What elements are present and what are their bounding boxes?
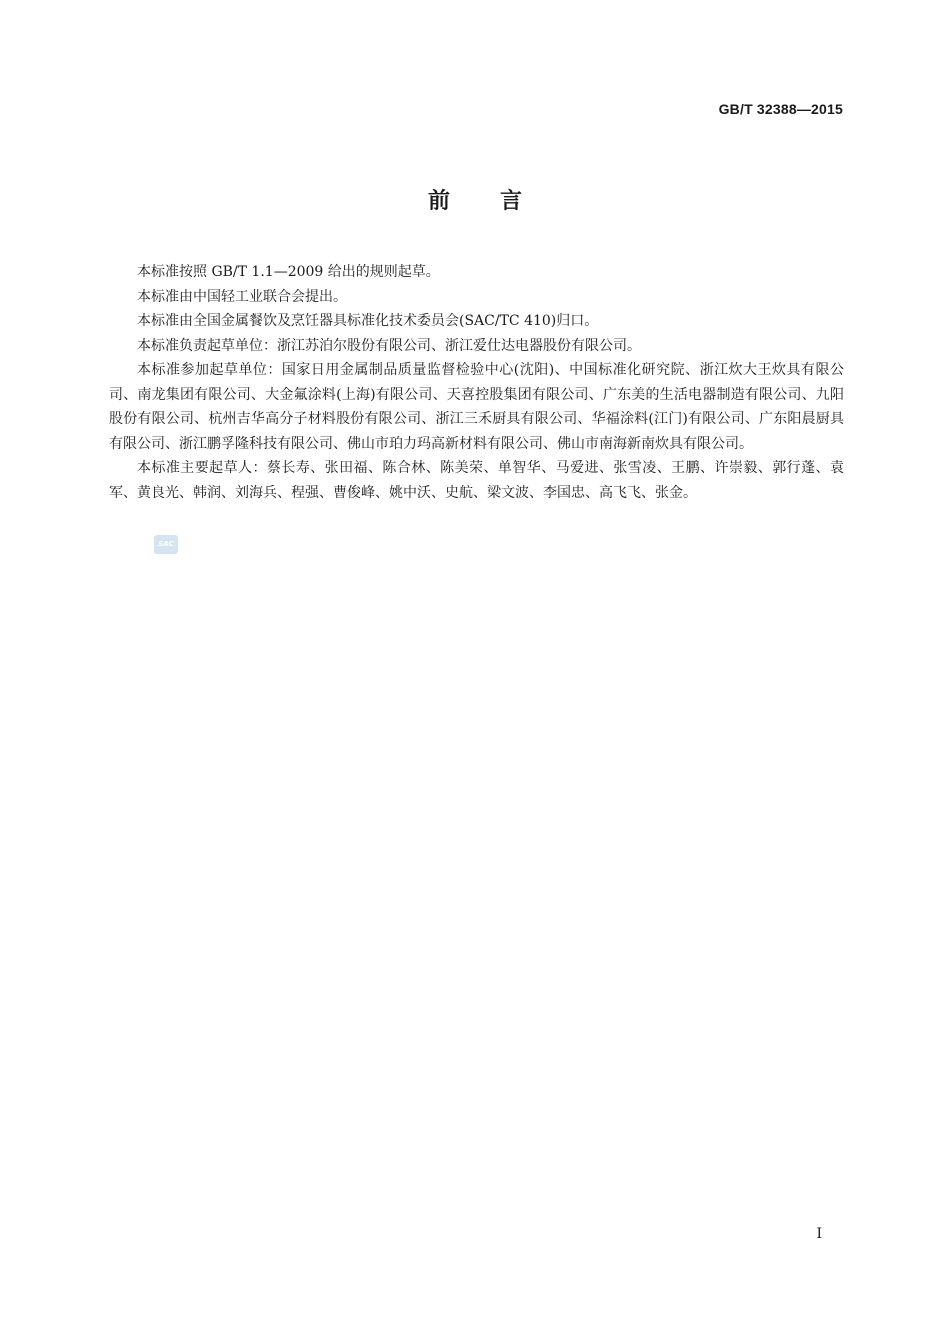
paragraph-responsible-drafters: 本标准负责起草单位：浙江苏泊尔股份有限公司、浙江爱仕达电器股份有限公司。 [137, 337, 641, 354]
paragraph-drafting-rules: 本标准按照 GB/T 1.1—2009 给出的规则起草。 [137, 264, 440, 280]
standard-number: GB/T 32388—2015 [718, 101, 843, 117]
paragraph-proposed-by: 本标准由中国轻工业联合会提出。 [137, 288, 347, 305]
paragraph-main-drafters: 本标准主要起草人：蔡长寿、张田福、陈合林、陈美荣、单智华、马爱进、张雪凌、王鹏、许崇毅、郭行蓬、袁军、黄良光、韩润、刘海兵、程强、曹俊峰、姚中沃、史航、梁文波、李国忠、高飞飞、张金。 [109, 460, 844, 501]
sac-logo-icon: SAC [154, 535, 178, 554]
paragraph-administered-by: 本标准由全国金属餐饮及烹饪器具标准化技术委员会(SAC/TC 410)归口。 [137, 313, 599, 329]
page-title: 前言 [427, 189, 572, 214]
paragraph-participating-drafters: 本标准参加起草单位：国家日用金属制品质量监督检验中心(沈阳)、中国标准化研究院、浙江炊大王炊具有限公司、南龙集团有限公司、大金氟涂料(上海)有限公司、天喜控股集团有限公司、广东美的生活电器制造有限公司、九阳股份有限公司、杭州吉华高分子材料股份有限公司、浙江三禾厨具有限公司、华福涂料(江门)有限公司、广东阳晨厨具有限公司、浙江鹏孚隆科技有限公司、佛山市珀力玛高新材料有限公司、佛山市南海新南炊具有限公司。 [109, 362, 844, 452]
page-number: I [816, 1226, 822, 1242]
foreword-body [109, 260, 844, 505]
